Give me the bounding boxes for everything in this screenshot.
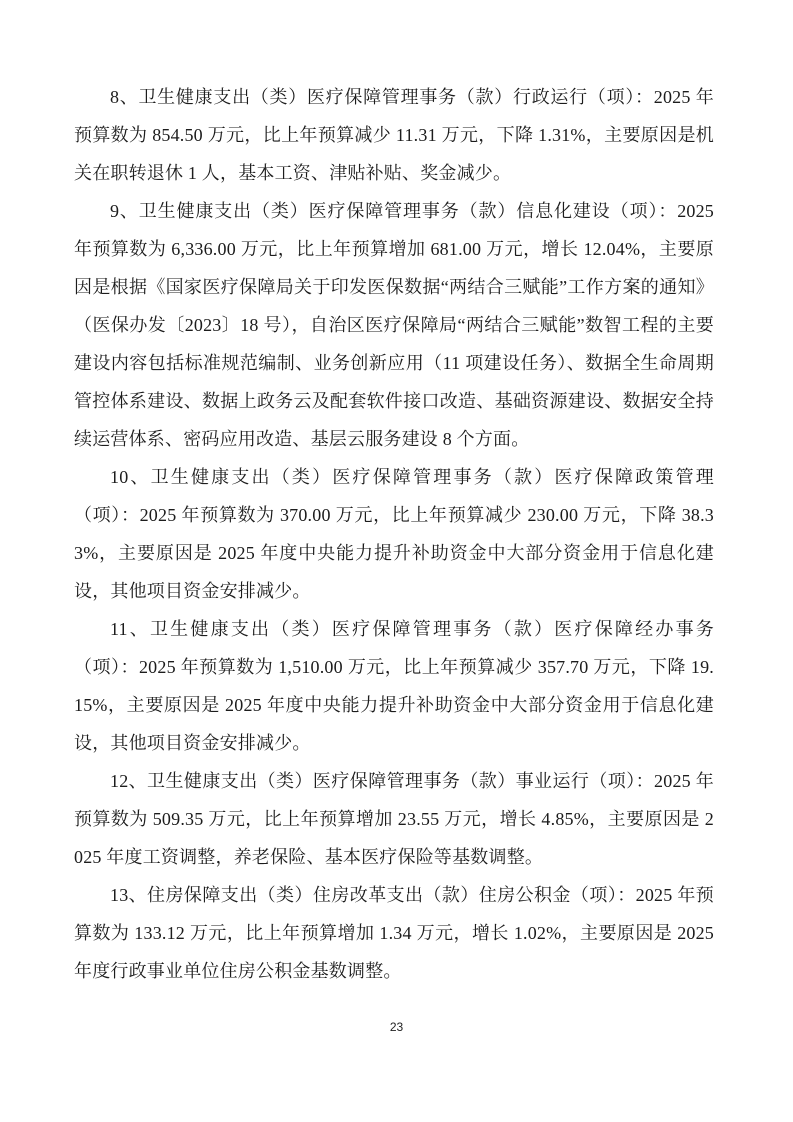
document-body (74, 78, 714, 990)
page-footer (0, 1018, 793, 1036)
paragraph-item-8-health-admin-operation: 8、卫生健康支出（类）医疗保障管理事务（款）行政运行（项）：2025 年预算数为 854.50 万元，比上年预算减少 11.31 万元，下降 1.31%，主要原因是机关在职转退休 1 人，基本工资、津贴补贴、奖金减少。 (74, 87, 714, 183)
paragraph-item-13-housing-provident-fund: 13、住房保障支出（类）住房改革支出（款）住房公积金（项）：2025 年预算数为 133.12 万元，比上年预算增加 1.34 万元，增长 1.02%，主要原因是 2025 年度行政事业单位住房公积金基数调整。 (74, 885, 714, 981)
paragraph-item-9-informatization-construction: 9、卫生健康支出（类）医疗保障管理事务（款）信息化建设（项）：2025 年预算数为 6,336.00 万元，比上年预算增加 681.00 万元，增长 12.04%，主要原因是根据《国家医疗保障局关于印发医保数据“两结合三赋能”工作方案的通知》（医保办发〔2023〕18 号），自治区医疗保障局“两结合三赋能”数智工程的主要建设内容包括标准规范编制、业务创新应用（11 项建设任务）、数据全生命周期管控体系建设、数据上政务云及配套软件接口改造、基础资源建设、数据安全持续运营体系、密码应用改造、基层云服务建设 8 个方面。 (74, 201, 714, 449)
paragraph-item-10-medical-insurance-policy-management: 10、卫生健康支出（类）医疗保障管理事务（款）医疗保障政策管理（项）：2025 年预算数为 370.00 万元，比上年预算减少 230.00 万元，下降 38.33%，主要原因是 2025 年度中央能力提升补助资金中大部分资金用于信息化建设，其他项目资金安排减少。 (74, 467, 714, 601)
paragraph-item-12-institution-operation: 12、卫生健康支出（类）医疗保障管理事务（款）事业运行（项）：2025 年预算数为 509.35 万元，比上年预算增加 23.55 万元，增长 4.85%，主要原因是 2025 年度工资调整，养老保险、基本医疗保险等基数调整。 (74, 771, 714, 867)
page-number: 23 (389, 1020, 404, 1034)
paragraph-item-11-medical-insurance-handling-affairs: 11、卫生健康支出（类）医疗保障管理事务（款）医疗保障经办事务（项）：2025 年预算数为 1,510.00 万元，比上年预算减少 357.70 万元，下降 19.15%，主要原因是 2025 年度中央能力提升补助资金中大部分资金用于信息化建设，其他项目资金安排减少。 (74, 619, 714, 753)
